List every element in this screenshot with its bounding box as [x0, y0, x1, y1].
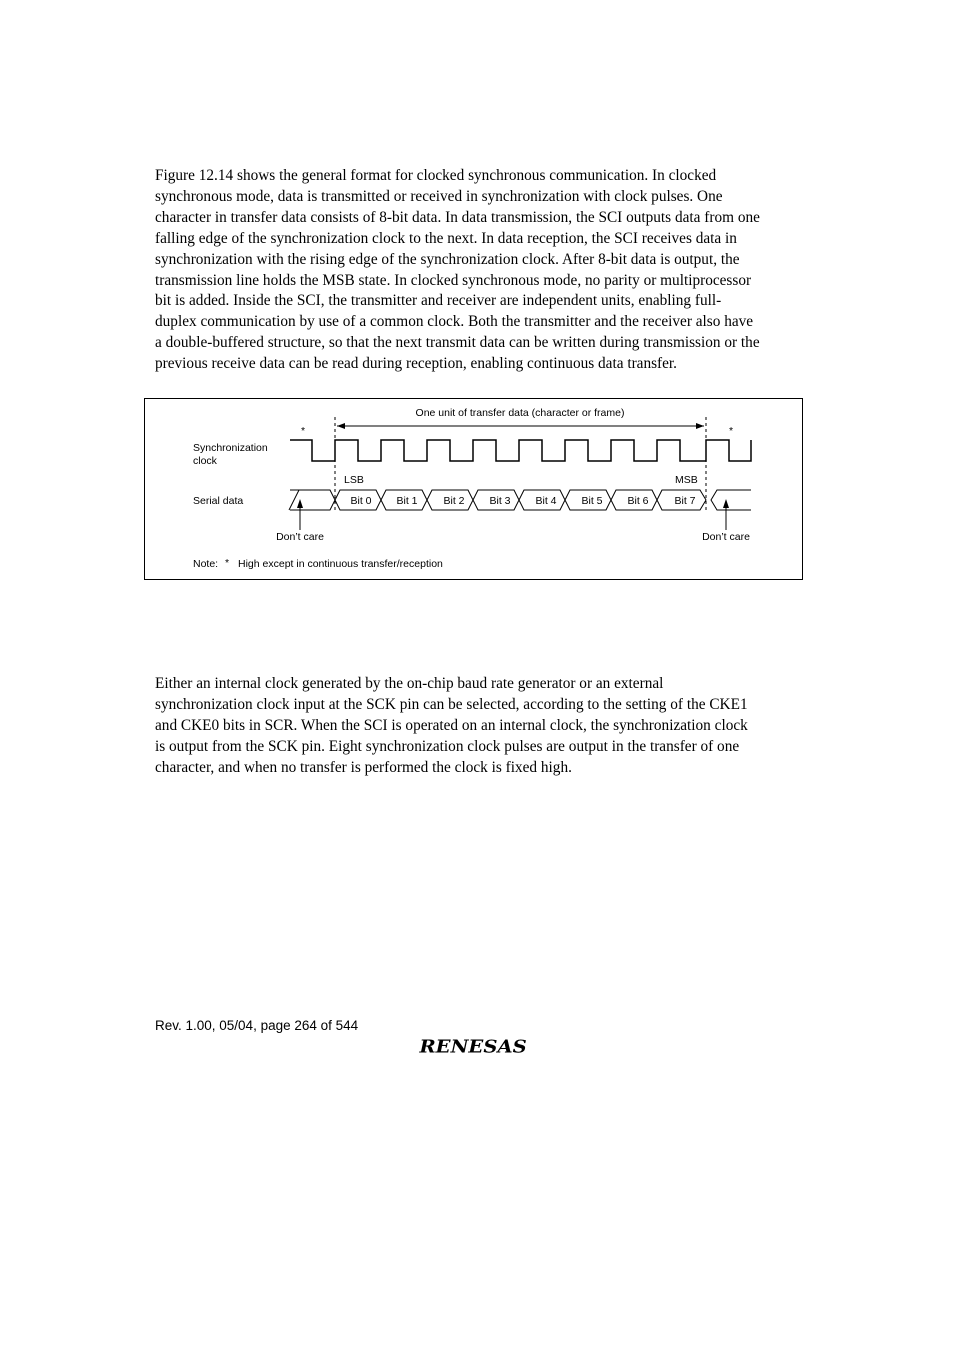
- note-prefix: Note:: [193, 558, 219, 570]
- arrow-right-head: [696, 423, 704, 429]
- text-line: Figure 12.14 shows the general format for clocked synchronous communication. In clocked: [155, 167, 717, 184]
- timing-diagram-figure: [144, 398, 803, 580]
- text-line: a double-buffered structure, so that the next transmit data can be written during transmission or the: [155, 334, 760, 352]
- asterisk-right: *: [728, 425, 734, 437]
- note-asterisk: *: [225, 557, 230, 569]
- text-line: transmission line holds the MSB state. In clocked synchronous mode, no parity or multiprocessor: [155, 271, 752, 289]
- bit-4-label: Bit 4: [535, 495, 557, 507]
- dont-care-left-segment: [290, 490, 335, 510]
- arrow-up-head: [723, 499, 729, 508]
- intro-paragraph: [155, 166, 795, 375]
- bit-2-label: Bit 2: [443, 495, 465, 507]
- revision-footer: Rev. 1.00, 05/04, page 264 of 544: [155, 1018, 359, 1033]
- text-line: synchronous mode, data is transmitted or received in synchronization with clock pulses. One: [155, 187, 723, 205]
- bit-1-label: Bit 1: [396, 495, 418, 507]
- bit-cell-0: [335, 490, 381, 510]
- sync-clock-label-line2: clock: [193, 455, 217, 467]
- text-line: and CKE0 bits in SCR. When the SCI is operated on an internal clock, the synchronization clock: [155, 716, 748, 734]
- bit-cell-4: [519, 490, 565, 510]
- clock-source-paragraph: [155, 674, 795, 779]
- dont-care-left-label: Don’t care: [276, 531, 324, 543]
- asterisk-left: *: [300, 425, 306, 437]
- text-line: synchronization with the rising edge of the synchronization clock. After 8-bit data is output, the: [155, 250, 740, 268]
- dont-care-right-segment: [711, 490, 751, 510]
- logo-wordmark: RENESAS: [418, 1037, 527, 1056]
- text-line: falling edge of the synchronization clock to the next. In data reception, the SCI receives data in: [155, 229, 737, 247]
- bit-0-label: Bit 0: [350, 495, 372, 507]
- text-line: synchronization clock input at the SCK pin can be selected, according to the setting of the CKE1: [155, 695, 748, 713]
- bit-cell-1: [381, 490, 427, 510]
- bit-cell-2: [427, 490, 473, 510]
- bit-cell-7: [657, 490, 706, 510]
- arrow-up-head: [297, 499, 303, 508]
- text-line: Either an internal clock generated by the on-chip baud rate generator or an external: [155, 675, 664, 692]
- serial-data-label: Serial data: [193, 495, 244, 507]
- bit-cell-3: [473, 490, 519, 510]
- sync-clock-label-line1: Synchronization: [193, 442, 268, 454]
- renesas-logo: [412, 1036, 536, 1056]
- text-line: character in transfer data consists of 8-bit data. In data transmission, the SCI outputs data from one: [155, 208, 760, 226]
- text-line: is output from the SCK pin. Eight synchronization clock pulses are output in the transfer of one: [155, 737, 740, 755]
- bit-6-label: Bit 6: [627, 495, 649, 507]
- dont-care-right-label: Don’t care: [702, 531, 750, 543]
- note-text: High except in continuous transfer/reception: [238, 558, 443, 570]
- text-line: bit is added. Inside the SCI, the transmitter and receiver are independent units, enabling full-: [155, 292, 722, 310]
- transfer-unit-label: One unit of transfer data (character or frame): [415, 407, 625, 419]
- text-line: previous receive data can be read during reception, enabling continuous data transfer.: [155, 355, 678, 373]
- bit-3-label: Bit 3: [489, 495, 511, 507]
- timing-diagram: [144, 398, 803, 580]
- bit-cell-6: [611, 490, 657, 510]
- text-line: duplex communication by use of a common clock. Both the transmitter and the receiver also have: [155, 313, 754, 331]
- bit-5-label: Bit 5: [581, 495, 603, 507]
- clock-waveform: [290, 440, 751, 461]
- bit-cell-5: [565, 490, 611, 510]
- bit-7-label: Bit 7: [674, 495, 696, 507]
- msb-label: MSB: [675, 474, 698, 486]
- text-line: character, and when no transfer is performed the clock is fixed high.: [155, 758, 572, 776]
- lsb-label: LSB: [344, 474, 364, 486]
- arrow-left-head: [337, 423, 345, 429]
